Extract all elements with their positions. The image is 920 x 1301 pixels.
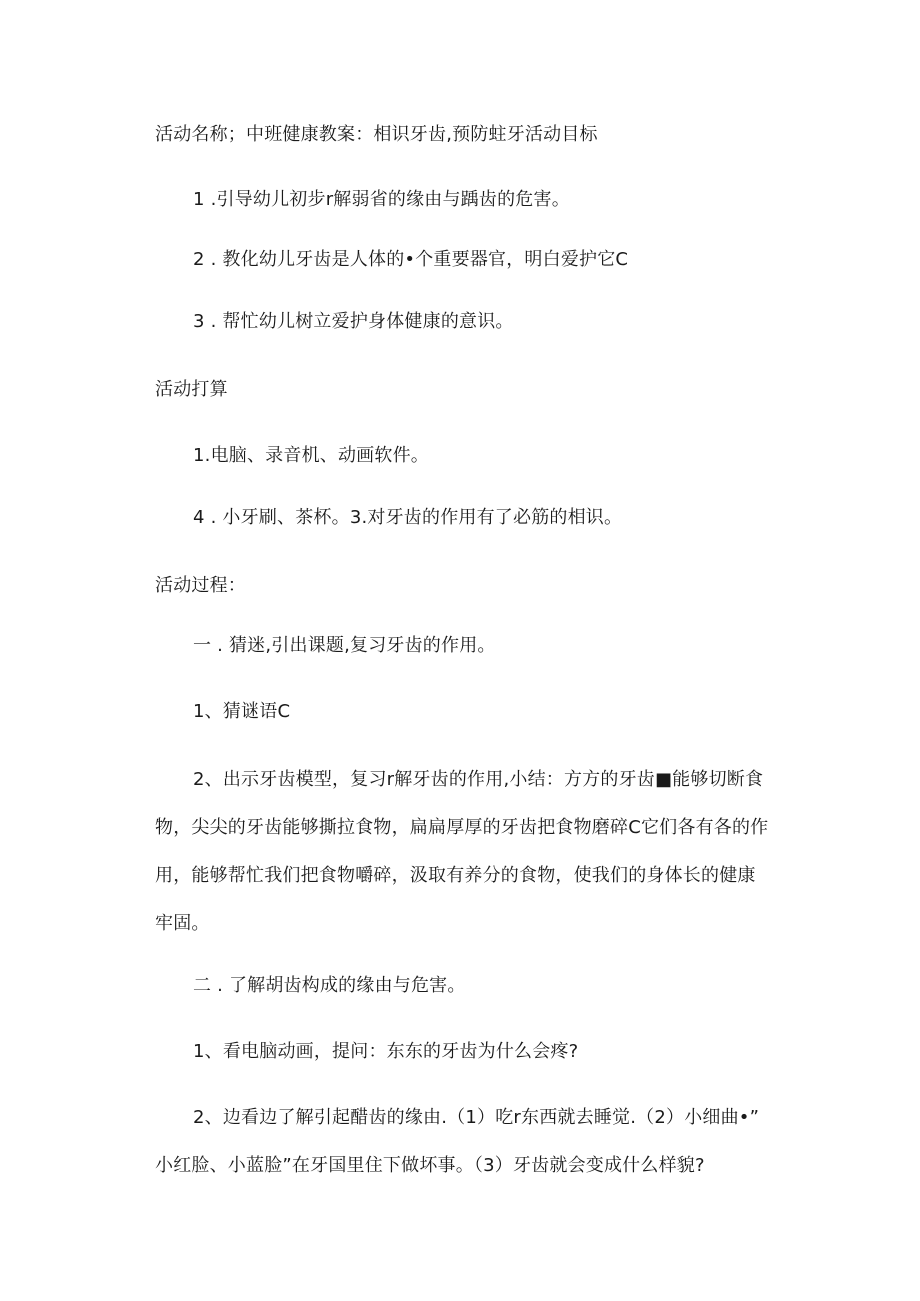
section2-item-1: 1、看电脑动画，提问：东东的牙齿为什么会疼? bbox=[193, 1041, 579, 1062]
section1-item-2-line-2: 物，尖尖的牙齿能够撕拉食物，扁扁厚厚的牙齿把食物磨碎C它们各有各的作 bbox=[155, 817, 769, 838]
section1-item-2-line-1: 2、出示牙齿模型，复习r解牙齿的作用,小结：方方的牙齿■能够切断食 bbox=[193, 769, 764, 790]
section2-item-2-line-1: 2、边看边了解引起醋齿的缘由.（1）吃r东西就去睡觉.（2）小细曲•” bbox=[193, 1107, 760, 1128]
section1-item-2-line-4: 牢固。 bbox=[155, 913, 210, 934]
section1-item-1: 1、猜谜语C bbox=[193, 701, 291, 722]
section2-item-2-line-2: 小红脸、小蓝脸”在牙国里住下做坏事。（3）牙齿就会变成什么样貌? bbox=[155, 1155, 705, 1176]
section2-heading: 二 . 了解胡齿构成的缘由与危害。 bbox=[193, 975, 466, 996]
section1-item-2-line-3: 用，能够帮忙我们把食物嚼碎，汲取有养分的食物，使我们的身体长的健康 bbox=[155, 865, 756, 886]
prep-item-2: 4 . 小牙刷、茶杯。3.对牙齿的作用有了必筋的相识。 bbox=[193, 507, 623, 528]
goal-item-3: 3 . 帮忙幼儿树立爱护身体健康的意识。 bbox=[193, 311, 514, 332]
goal-item-2: 2 . 教化幼儿牙齿是人体的•个重要器官，明白爱护它C bbox=[193, 249, 629, 270]
prep-heading: 活动打算 bbox=[155, 379, 228, 400]
section1-heading: 一 . 猜迷,引出课题,复习牙齿的作用。 bbox=[193, 635, 496, 656]
process-heading: 活动过程： bbox=[155, 575, 246, 596]
title-line: 活动名称；中班健康教案：相识牙齿,预防蛀牙活动目标 bbox=[155, 124, 598, 145]
section1-item-2 bbox=[155, 756, 768, 948]
section2-item-2 bbox=[155, 1094, 759, 1190]
prep-item-1: 1.电脑、录音机、动画软件。 bbox=[193, 445, 429, 466]
goal-item-1: 1 .引导幼儿初步r解弱省的缘由与踽齿的危害。 bbox=[193, 189, 570, 210]
